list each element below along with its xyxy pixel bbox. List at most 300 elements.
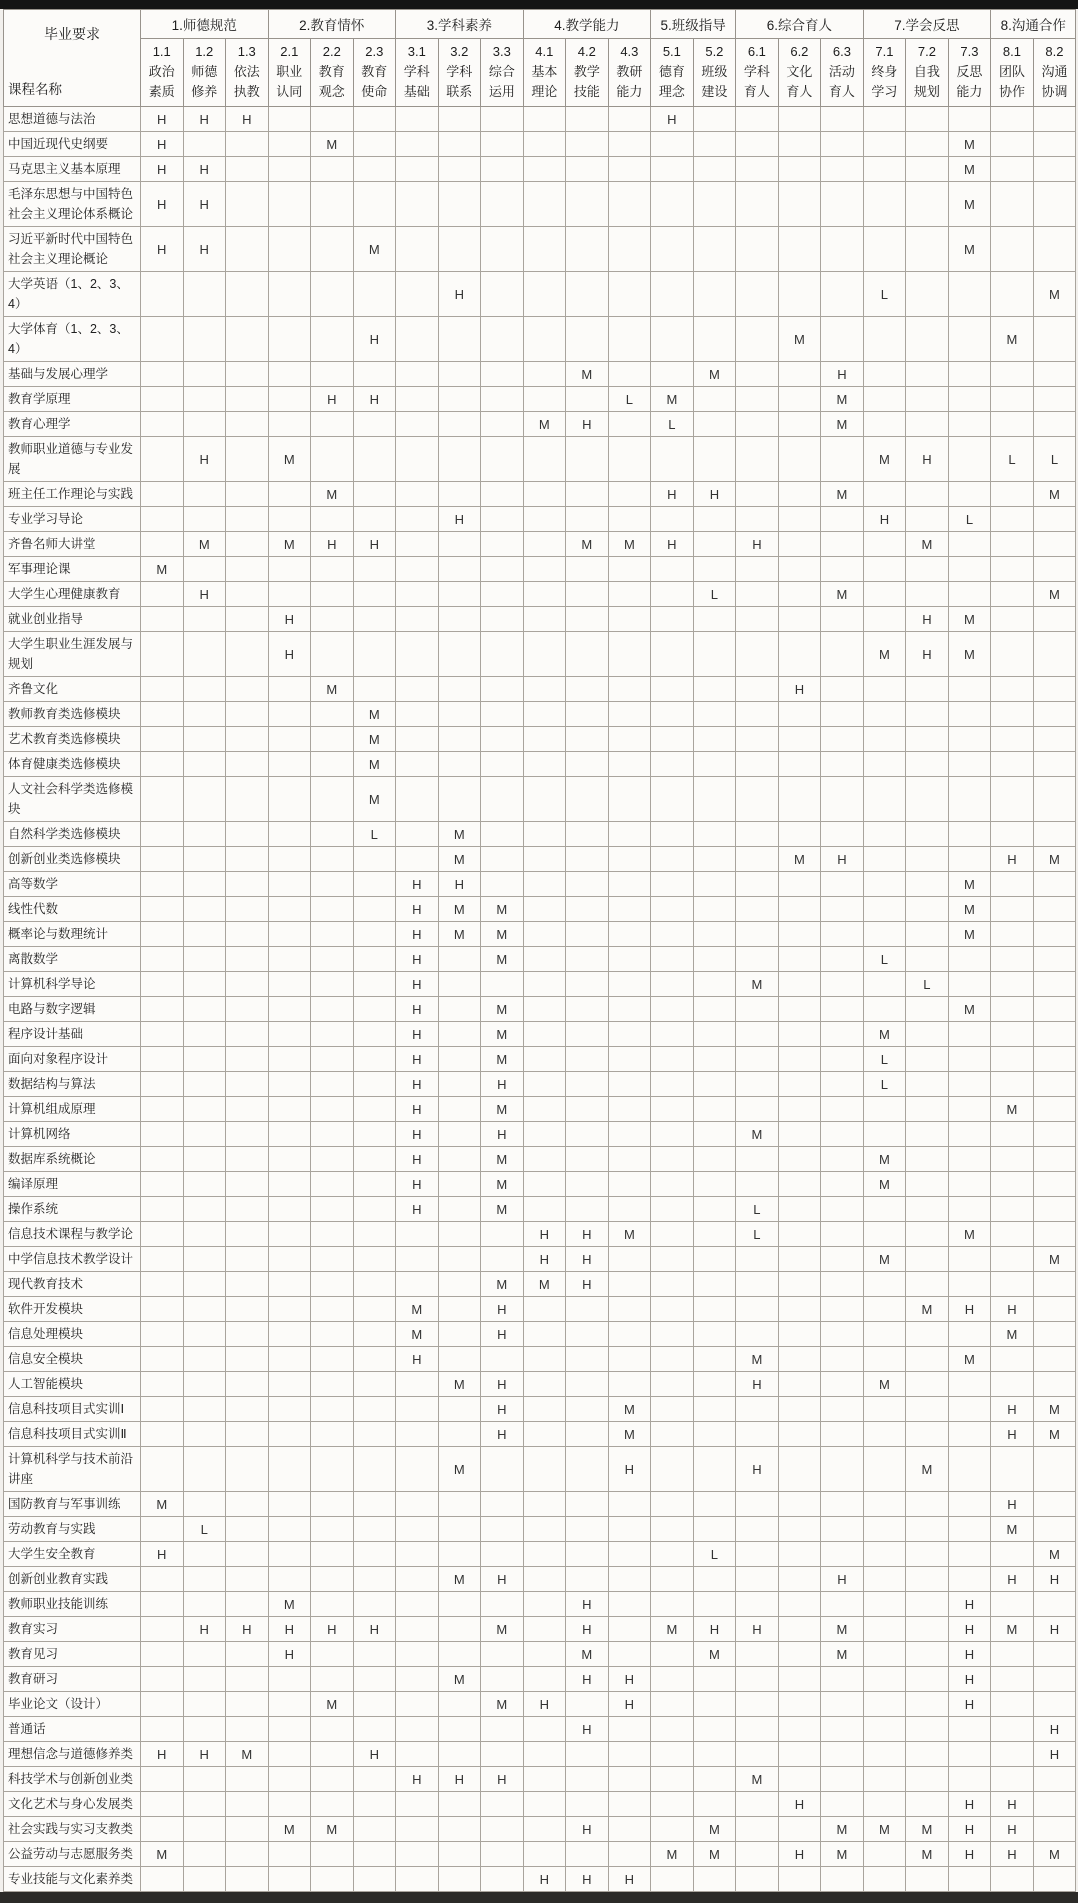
mark-cell-6.1: H bbox=[736, 1447, 779, 1492]
course-name: 体育健康类选修模块 bbox=[4, 752, 141, 777]
mark-cell-7.3: M bbox=[948, 157, 991, 182]
mark-cell-7.2 bbox=[906, 1717, 949, 1742]
mark-cell-3.2 bbox=[438, 702, 481, 727]
mark-cell-8.2 bbox=[1033, 1692, 1076, 1717]
mark-cell-1.3 bbox=[226, 1817, 269, 1842]
mark-cell-5.2 bbox=[693, 1247, 736, 1272]
course-name: 信息技术课程与教学论 bbox=[4, 1222, 141, 1247]
mark-cell-4.3 bbox=[608, 1742, 651, 1767]
mark-cell-2.3 bbox=[353, 947, 396, 972]
mark-cell-2.2 bbox=[311, 1347, 354, 1372]
course-row bbox=[4, 632, 1076, 677]
mark-cell-2.3 bbox=[353, 1567, 396, 1592]
mark-cell-7.2 bbox=[906, 1617, 949, 1642]
mark-cell-2.2 bbox=[311, 1372, 354, 1397]
course-row bbox=[4, 1717, 1076, 1742]
mark-cell-7.2 bbox=[906, 1022, 949, 1047]
mark-cell-3.2 bbox=[438, 607, 481, 632]
mark-cell-7.3 bbox=[948, 272, 991, 317]
mark-cell-6.2 bbox=[778, 997, 821, 1022]
mark-cell-2.2 bbox=[311, 1567, 354, 1592]
mark-cell-3.2 bbox=[438, 1642, 481, 1667]
mark-cell-7.2 bbox=[906, 582, 949, 607]
mark-cell-3.1 bbox=[396, 1642, 439, 1667]
mark-cell-3.3 bbox=[481, 107, 524, 132]
mark-cell-3.2 bbox=[438, 1867, 481, 1892]
mark-cell-5.1 bbox=[651, 897, 694, 922]
mark-cell-3.2 bbox=[438, 1397, 481, 1422]
mark-cell-4.2 bbox=[566, 1397, 609, 1422]
mark-cell-2.3 bbox=[353, 872, 396, 897]
mark-cell-3.2 bbox=[438, 1742, 481, 1767]
mark-cell-4.3 bbox=[608, 412, 651, 437]
course-name: 就业创业指导 bbox=[4, 607, 141, 632]
mark-cell-7.3 bbox=[948, 1022, 991, 1047]
mark-cell-5.1 bbox=[651, 1372, 694, 1397]
mark-cell-5.1: H bbox=[651, 532, 694, 557]
mark-cell-2.2 bbox=[311, 752, 354, 777]
mark-cell-6.2 bbox=[778, 872, 821, 897]
course-name: 计算机组成原理 bbox=[4, 1097, 141, 1122]
mark-cell-5.1 bbox=[651, 607, 694, 632]
course-row bbox=[4, 972, 1076, 997]
mark-cell-3.3 bbox=[481, 582, 524, 607]
mark-cell-6.2 bbox=[778, 1567, 821, 1592]
mark-cell-1.2 bbox=[183, 1867, 226, 1892]
mark-cell-1.3 bbox=[226, 1222, 269, 1247]
mark-cell-7.1: M bbox=[863, 1372, 906, 1397]
mark-cell-7.3 bbox=[948, 1492, 991, 1517]
mark-cell-5.2 bbox=[693, 1397, 736, 1422]
mark-cell-8.1 bbox=[991, 1692, 1034, 1717]
course-row bbox=[4, 182, 1076, 227]
course-row bbox=[4, 752, 1076, 777]
mark-cell-2.2 bbox=[311, 582, 354, 607]
mark-cell-8.2 bbox=[1033, 677, 1076, 702]
mark-cell-6.2 bbox=[778, 947, 821, 972]
course-row bbox=[4, 1247, 1076, 1272]
mark-cell-4.2 bbox=[566, 607, 609, 632]
mark-cell-7.2 bbox=[906, 847, 949, 872]
mark-cell-6.2 bbox=[778, 1272, 821, 1297]
mark-cell-7.3: M bbox=[948, 922, 991, 947]
mark-cell-2.3: H bbox=[353, 1742, 396, 1767]
mark-cell-2.2 bbox=[311, 632, 354, 677]
mark-cell-1.3 bbox=[226, 1147, 269, 1172]
mark-cell-2.2 bbox=[311, 1542, 354, 1567]
mark-cell-6.1 bbox=[736, 1717, 779, 1742]
mark-cell-1.3 bbox=[226, 777, 269, 822]
mark-cell-6.3 bbox=[821, 872, 864, 897]
mark-cell-1.3 bbox=[226, 1642, 269, 1667]
mark-cell-8.2: M bbox=[1033, 1422, 1076, 1447]
mark-cell-1.3 bbox=[226, 387, 269, 412]
mark-cell-6.2 bbox=[778, 362, 821, 387]
mark-cell-5.2 bbox=[693, 1097, 736, 1122]
mark-cell-3.1: H bbox=[396, 1047, 439, 1072]
mark-cell-4.3 bbox=[608, 1842, 651, 1867]
mark-cell-8.2 bbox=[1033, 132, 1076, 157]
mark-cell-2.2 bbox=[311, 947, 354, 972]
mark-cell-8.2 bbox=[1033, 1272, 1076, 1297]
mark-cell-3.2 bbox=[438, 1842, 481, 1867]
mark-cell-2.1 bbox=[268, 822, 311, 847]
mark-cell-1.1 bbox=[141, 582, 184, 607]
course-name: 大学生心理健康教育 bbox=[4, 582, 141, 607]
mark-cell-3.2 bbox=[438, 317, 481, 362]
column-header-6.2: 6.2 文化 育人 bbox=[778, 39, 821, 107]
mark-cell-1.3 bbox=[226, 1297, 269, 1322]
mark-cell-4.1 bbox=[523, 1792, 566, 1817]
mark-cell-7.2 bbox=[906, 1492, 949, 1517]
mark-cell-5.2: H bbox=[693, 1617, 736, 1642]
mark-cell-2.2 bbox=[311, 1122, 354, 1147]
mark-cell-8.1 bbox=[991, 677, 1034, 702]
mark-cell-6.1 bbox=[736, 272, 779, 317]
mark-cell-3.2 bbox=[438, 412, 481, 437]
mark-cell-6.2 bbox=[778, 1742, 821, 1767]
mark-cell-7.1 bbox=[863, 317, 906, 362]
mark-cell-1.1: H bbox=[141, 107, 184, 132]
mark-cell-4.3 bbox=[608, 1817, 651, 1842]
mark-cell-4.3 bbox=[608, 897, 651, 922]
mark-cell-4.3 bbox=[608, 132, 651, 157]
mark-cell-3.1 bbox=[396, 1692, 439, 1717]
mark-cell-1.2 bbox=[183, 1322, 226, 1347]
mark-cell-6.1 bbox=[736, 387, 779, 412]
mark-cell-8.2 bbox=[1033, 1767, 1076, 1792]
mark-cell-6.2 bbox=[778, 1347, 821, 1372]
mark-cell-5.1 bbox=[651, 1297, 694, 1322]
mark-cell-6.3 bbox=[821, 607, 864, 632]
matrix-header bbox=[4, 10, 1076, 107]
mark-cell-3.3 bbox=[481, 632, 524, 677]
mark-cell-1.2 bbox=[183, 1447, 226, 1492]
mark-cell-7.3 bbox=[948, 412, 991, 437]
mark-cell-7.3 bbox=[948, 1147, 991, 1172]
mark-cell-1.2 bbox=[183, 1567, 226, 1592]
mark-cell-6.1: M bbox=[736, 1767, 779, 1792]
mark-cell-2.1 bbox=[268, 1492, 311, 1517]
mark-cell-7.2: H bbox=[906, 607, 949, 632]
mark-cell-1.2: M bbox=[183, 532, 226, 557]
mark-cell-7.1 bbox=[863, 362, 906, 387]
mark-cell-7.2 bbox=[906, 1272, 949, 1297]
mark-cell-7.3 bbox=[948, 1172, 991, 1197]
mark-cell-4.3 bbox=[608, 1147, 651, 1172]
mark-cell-2.1 bbox=[268, 1297, 311, 1322]
mark-cell-3.1 bbox=[396, 157, 439, 182]
mark-cell-8.1: L bbox=[991, 437, 1034, 482]
mark-cell-2.3 bbox=[353, 1172, 396, 1197]
course-name: 人文社会科学类选修模块 bbox=[4, 777, 141, 822]
mark-cell-8.1: H bbox=[991, 1792, 1034, 1817]
mark-cell-1.1 bbox=[141, 1297, 184, 1322]
mark-cell-1.2 bbox=[183, 972, 226, 997]
mark-cell-3.3: H bbox=[481, 1397, 524, 1422]
course-name: 专业技能与文化素养类 bbox=[4, 1867, 141, 1892]
mark-cell-7.2: H bbox=[906, 437, 949, 482]
mark-cell-2.1 bbox=[268, 1372, 311, 1397]
mark-cell-1.2 bbox=[183, 822, 226, 847]
mark-cell-7.2 bbox=[906, 1397, 949, 1422]
course-row bbox=[4, 532, 1076, 557]
course-row bbox=[4, 437, 1076, 482]
mark-cell-1.2 bbox=[183, 632, 226, 677]
mark-cell-3.3 bbox=[481, 1517, 524, 1542]
mark-cell-1.1 bbox=[141, 1347, 184, 1372]
mark-cell-3.1: H bbox=[396, 1767, 439, 1792]
mark-cell-2.1 bbox=[268, 157, 311, 182]
mark-cell-3.1 bbox=[396, 702, 439, 727]
mark-cell-5.1 bbox=[651, 1097, 694, 1122]
mark-cell-2.3 bbox=[353, 1842, 396, 1867]
column-group-4: 4.教学能力 bbox=[523, 10, 651, 39]
mark-cell-6.2 bbox=[778, 972, 821, 997]
mark-cell-3.3 bbox=[481, 227, 524, 272]
mark-cell-8.1 bbox=[991, 1667, 1034, 1692]
mark-cell-1.3 bbox=[226, 272, 269, 317]
mark-cell-5.2 bbox=[693, 847, 736, 872]
mark-cell-2.1 bbox=[268, 482, 311, 507]
mark-cell-1.2 bbox=[183, 1667, 226, 1692]
mark-cell-7.1 bbox=[863, 1222, 906, 1247]
mark-cell-5.2 bbox=[693, 1567, 736, 1592]
mark-cell-3.1 bbox=[396, 1272, 439, 1297]
course-name: 国防教育与军事训练 bbox=[4, 1492, 141, 1517]
mark-cell-6.3 bbox=[821, 1072, 864, 1097]
mark-cell-1.2: H bbox=[183, 182, 226, 227]
mark-cell-7.1 bbox=[863, 1122, 906, 1147]
mark-cell-1.1 bbox=[141, 1617, 184, 1642]
mark-cell-1.2 bbox=[183, 272, 226, 317]
column-header-7.3: 7.3 反思 能力 bbox=[948, 39, 991, 107]
mark-cell-3.1 bbox=[396, 437, 439, 482]
mark-cell-2.3 bbox=[353, 132, 396, 157]
mark-cell-8.2 bbox=[1033, 1372, 1076, 1397]
mark-cell-5.2: M bbox=[693, 362, 736, 387]
mark-cell-3.2 bbox=[438, 677, 481, 702]
mark-cell-8.2 bbox=[1033, 1517, 1076, 1542]
mark-cell-3.1 bbox=[396, 1422, 439, 1447]
mark-cell-2.1 bbox=[268, 1222, 311, 1247]
mark-cell-4.2 bbox=[566, 1372, 609, 1397]
mark-cell-2.1 bbox=[268, 1517, 311, 1542]
mark-cell-7.1: M bbox=[863, 1022, 906, 1047]
mark-cell-7.1 bbox=[863, 387, 906, 412]
mark-cell-2.3 bbox=[353, 1297, 396, 1322]
mark-cell-3.1: H bbox=[396, 997, 439, 1022]
mark-cell-1.2 bbox=[183, 1492, 226, 1517]
mark-cell-7.2 bbox=[906, 1172, 949, 1197]
mark-cell-3.1: H bbox=[396, 1197, 439, 1222]
mark-cell-4.2 bbox=[566, 702, 609, 727]
mark-cell-6.2 bbox=[778, 507, 821, 532]
mark-cell-3.2 bbox=[438, 1022, 481, 1047]
mark-cell-1.3 bbox=[226, 1372, 269, 1397]
mark-cell-7.2 bbox=[906, 1322, 949, 1347]
mark-cell-2.3: H bbox=[353, 317, 396, 362]
mark-cell-5.2: M bbox=[693, 1817, 736, 1842]
mark-cell-2.1 bbox=[268, 272, 311, 317]
mark-cell-6.1 bbox=[736, 1517, 779, 1542]
mark-cell-8.2 bbox=[1033, 182, 1076, 227]
mark-cell-4.2 bbox=[566, 1097, 609, 1122]
mark-cell-5.2 bbox=[693, 727, 736, 752]
mark-cell-4.2 bbox=[566, 107, 609, 132]
mark-cell-7.2 bbox=[906, 317, 949, 362]
mark-cell-6.1 bbox=[736, 922, 779, 947]
mark-cell-4.1 bbox=[523, 947, 566, 972]
mark-cell-3.1 bbox=[396, 1492, 439, 1517]
mark-cell-3.3: H bbox=[481, 1072, 524, 1097]
mark-cell-8.2 bbox=[1033, 412, 1076, 437]
mark-cell-3.3 bbox=[481, 132, 524, 157]
course-row bbox=[4, 1742, 1076, 1767]
mark-cell-1.1 bbox=[141, 752, 184, 777]
course-row bbox=[4, 1397, 1076, 1422]
mark-cell-3.1 bbox=[396, 557, 439, 582]
mark-cell-6.2 bbox=[778, 1047, 821, 1072]
mark-cell-1.3: H bbox=[226, 1617, 269, 1642]
mark-cell-2.3 bbox=[353, 1347, 396, 1372]
mark-cell-2.3 bbox=[353, 412, 396, 437]
mark-cell-6.1 bbox=[736, 607, 779, 632]
mark-cell-8.1 bbox=[991, 997, 1034, 1022]
mark-cell-1.2 bbox=[183, 1347, 226, 1372]
mark-cell-3.3 bbox=[481, 677, 524, 702]
mark-cell-4.3 bbox=[608, 1492, 651, 1517]
course-name: 教育研习 bbox=[4, 1667, 141, 1692]
mark-cell-3.1 bbox=[396, 132, 439, 157]
mark-cell-1.1 bbox=[141, 1072, 184, 1097]
mark-cell-1.3 bbox=[226, 182, 269, 227]
mark-cell-1.1 bbox=[141, 922, 184, 947]
mark-cell-7.2 bbox=[906, 727, 949, 752]
course-row bbox=[4, 677, 1076, 702]
mark-cell-7.1 bbox=[863, 1667, 906, 1692]
mark-cell-3.3 bbox=[481, 1867, 524, 1892]
mark-cell-5.1 bbox=[651, 872, 694, 897]
mark-cell-2.1 bbox=[268, 1022, 311, 1047]
mark-cell-6.2 bbox=[778, 607, 821, 632]
course-row bbox=[4, 1197, 1076, 1222]
mark-cell-1.1 bbox=[141, 872, 184, 897]
mark-cell-5.2 bbox=[693, 922, 736, 947]
mark-cell-2.1 bbox=[268, 847, 311, 872]
mark-cell-3.3 bbox=[481, 437, 524, 482]
mark-cell-7.1: M bbox=[863, 437, 906, 482]
mark-cell-1.1: H bbox=[141, 182, 184, 227]
mark-cell-1.3 bbox=[226, 1247, 269, 1272]
mark-cell-1.1 bbox=[141, 1792, 184, 1817]
mark-cell-4.1 bbox=[523, 557, 566, 582]
mark-cell-4.2: M bbox=[566, 362, 609, 387]
mark-cell-1.1 bbox=[141, 482, 184, 507]
mark-cell-1.2: H bbox=[183, 582, 226, 607]
mark-cell-2.1 bbox=[268, 1122, 311, 1147]
mark-cell-6.1: H bbox=[736, 1372, 779, 1397]
mark-cell-6.3 bbox=[821, 1767, 864, 1792]
mark-cell-4.1 bbox=[523, 507, 566, 532]
mark-cell-4.1 bbox=[523, 1172, 566, 1197]
mark-cell-8.1 bbox=[991, 777, 1034, 822]
mark-cell-4.3 bbox=[608, 1617, 651, 1642]
mark-cell-6.3 bbox=[821, 922, 864, 947]
mark-cell-6.1 bbox=[736, 702, 779, 727]
course-name: 概率论与数理统计 bbox=[4, 922, 141, 947]
mark-cell-6.1 bbox=[736, 1667, 779, 1692]
mark-cell-8.1 bbox=[991, 412, 1034, 437]
mark-cell-2.2 bbox=[311, 822, 354, 847]
mark-cell-7.3 bbox=[948, 532, 991, 557]
mark-cell-7.1 bbox=[863, 482, 906, 507]
mark-cell-5.1 bbox=[651, 847, 694, 872]
mark-cell-2.1 bbox=[268, 1347, 311, 1372]
mark-cell-2.1: H bbox=[268, 607, 311, 632]
mark-cell-7.1 bbox=[863, 1792, 906, 1817]
mark-cell-3.3 bbox=[481, 1247, 524, 1272]
mark-cell-4.1 bbox=[523, 437, 566, 482]
mark-cell-4.2 bbox=[566, 972, 609, 997]
mark-cell-6.1 bbox=[736, 872, 779, 897]
mark-cell-4.2 bbox=[566, 777, 609, 822]
mark-cell-7.1 bbox=[863, 702, 906, 727]
mark-cell-3.3 bbox=[481, 1222, 524, 1247]
mark-cell-4.3 bbox=[608, 1247, 651, 1272]
mark-cell-2.3: M bbox=[353, 777, 396, 822]
mark-cell-1.2 bbox=[183, 1072, 226, 1097]
mark-cell-1.3 bbox=[226, 997, 269, 1022]
mark-cell-6.3 bbox=[821, 1247, 864, 1272]
mark-cell-8.1 bbox=[991, 727, 1034, 752]
mark-cell-5.2 bbox=[693, 107, 736, 132]
course-row bbox=[4, 1022, 1076, 1047]
mark-cell-4.3 bbox=[608, 972, 651, 997]
mark-cell-3.1 bbox=[396, 1867, 439, 1892]
mark-cell-1.3 bbox=[226, 847, 269, 872]
mark-cell-1.3 bbox=[226, 157, 269, 182]
mark-cell-1.2 bbox=[183, 777, 226, 822]
course-row bbox=[4, 1347, 1076, 1372]
mark-cell-3.1 bbox=[396, 1517, 439, 1542]
mark-cell-3.3 bbox=[481, 557, 524, 582]
course-name: 电路与数字逻辑 bbox=[4, 997, 141, 1022]
mark-cell-2.1 bbox=[268, 1322, 311, 1347]
mark-cell-8.1 bbox=[991, 897, 1034, 922]
mark-cell-8.1: M bbox=[991, 1617, 1034, 1642]
mark-cell-3.2 bbox=[438, 997, 481, 1022]
mark-cell-7.3 bbox=[948, 752, 991, 777]
mark-cell-8.1 bbox=[991, 1222, 1034, 1247]
mark-cell-3.3: M bbox=[481, 1692, 524, 1717]
mark-cell-7.2 bbox=[906, 1792, 949, 1817]
mark-cell-3.1: H bbox=[396, 1072, 439, 1097]
mark-cell-2.1 bbox=[268, 677, 311, 702]
mark-cell-2.3 bbox=[353, 272, 396, 317]
mark-cell-6.3 bbox=[821, 1272, 864, 1297]
header-sub-row bbox=[4, 39, 1076, 107]
mark-cell-8.2 bbox=[1033, 1122, 1076, 1147]
mark-cell-2.1: H bbox=[268, 632, 311, 677]
mark-cell-3.2: H bbox=[438, 1767, 481, 1792]
mark-cell-5.1 bbox=[651, 1347, 694, 1372]
mark-cell-7.2 bbox=[906, 752, 949, 777]
mark-cell-7.3 bbox=[948, 557, 991, 582]
mark-cell-4.1 bbox=[523, 1447, 566, 1492]
mark-cell-1.2: H bbox=[183, 437, 226, 482]
mark-cell-8.2 bbox=[1033, 1197, 1076, 1222]
